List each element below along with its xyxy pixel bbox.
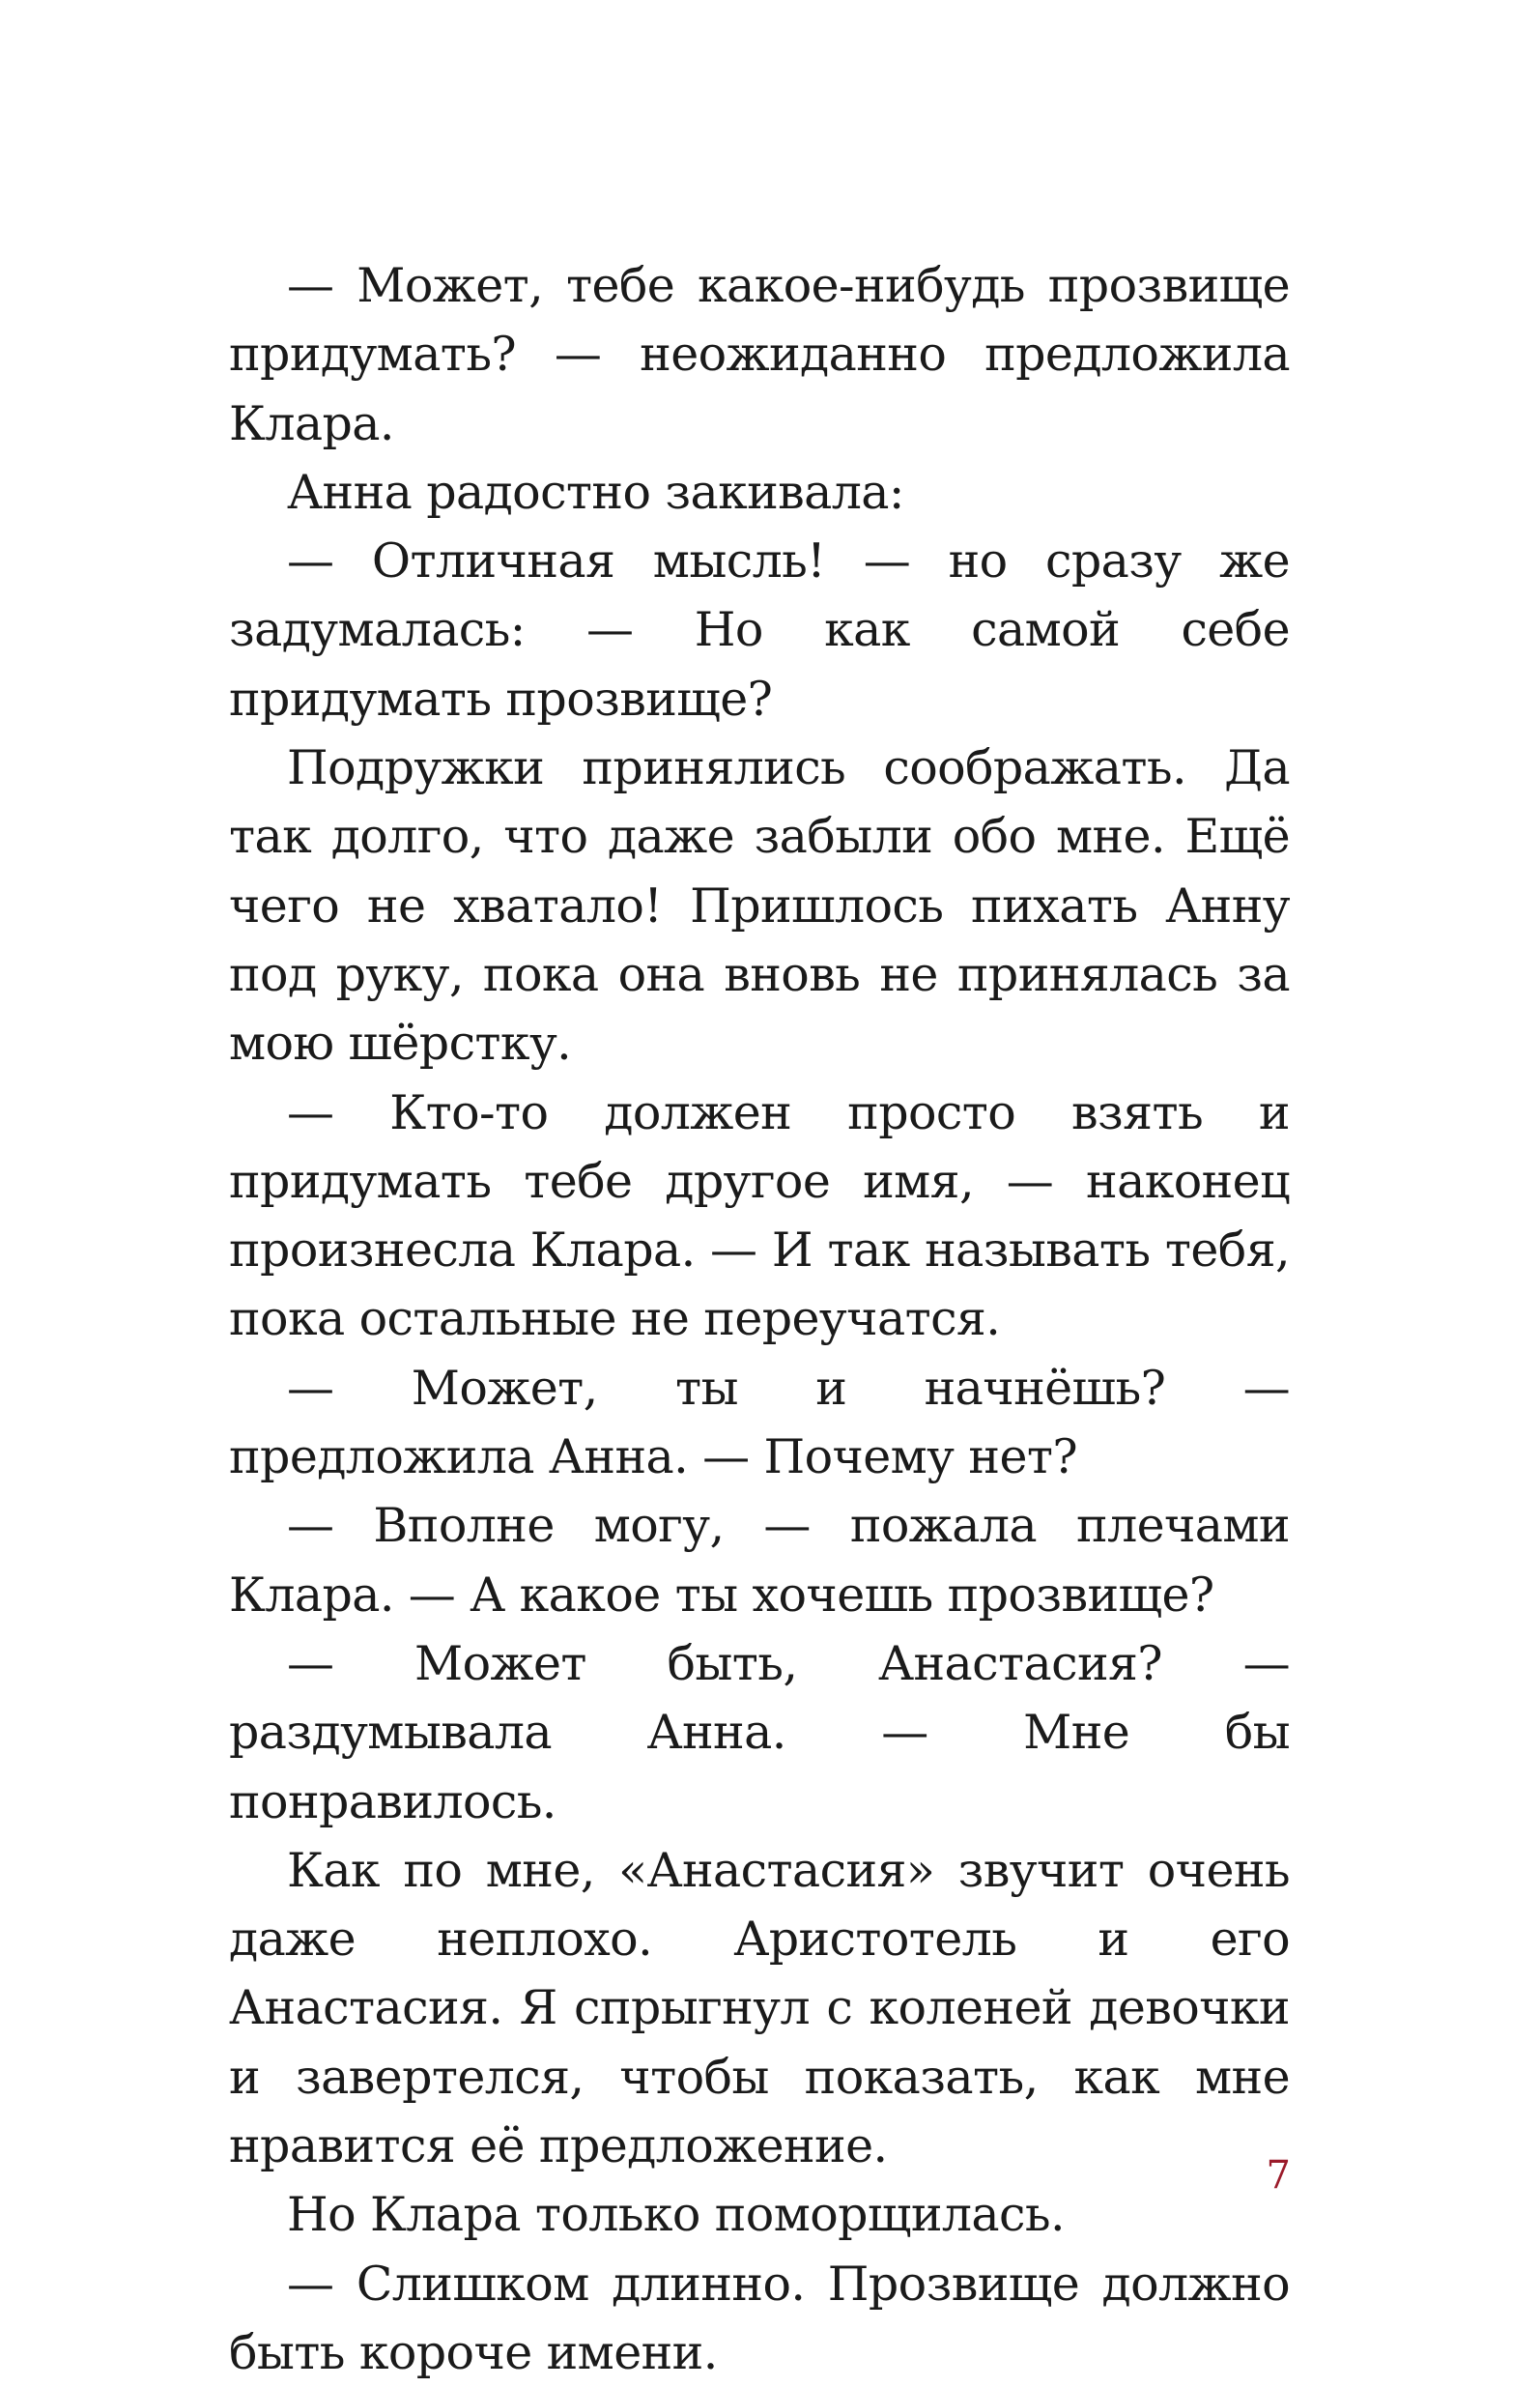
paragraph: Подружки принялись соображать. Да так долго, что даже забыли обо мне. Ещё чего не хватало! Пришлось пихать Анну под руку, пока она вновь не принялась за мою шёрстку. <box>229 740 1290 1072</box>
paragraph: — Вполне могу, — пожала плечами Клара. — А какое ты хочешь прозвище? <box>229 1498 1290 1623</box>
paragraph: — Может, ты и начнёшь? — предложила Анна. — Почему нет? <box>229 1360 1290 1485</box>
paragraph: — Кто-то должен просто взять и придумать тебе другое имя, — наконец произнесла Клара. — И так называть тебя, пока остальные не переучатся. <box>229 1084 1290 1347</box>
paragraph: Как по мне, «Анастасия» звучит очень даже неплохо. Аристотель и его Анастасия. Я спрыгнул с коленей девочки и завертелся, чтобы показать, как мне нравится её предложение. <box>229 1842 1290 2174</box>
page-number: 7 <box>1266 2153 1291 2198</box>
paragraph: — Может быть, Анастасия? — раздумывала Анна. — Мне бы понравилось. <box>229 1635 1290 1829</box>
paragraph: — Может, тебе какое-нибудь прозвище придумать? — неожиданно предложила Клара. <box>229 258 1290 451</box>
paragraph: Анна радостно закивала: <box>287 464 904 520</box>
paragraph: — Отличная мысль! — но сразу же задумалась: — Но как самой себе придумать прозвище? <box>229 533 1290 727</box>
body-text <box>229 251 1290 2387</box>
paragraph: — Слишком длинно. Прозвище должно быть короче имени. <box>229 2256 1290 2380</box>
paragraph: Но Клара только поморщилась. <box>287 2187 1065 2243</box>
